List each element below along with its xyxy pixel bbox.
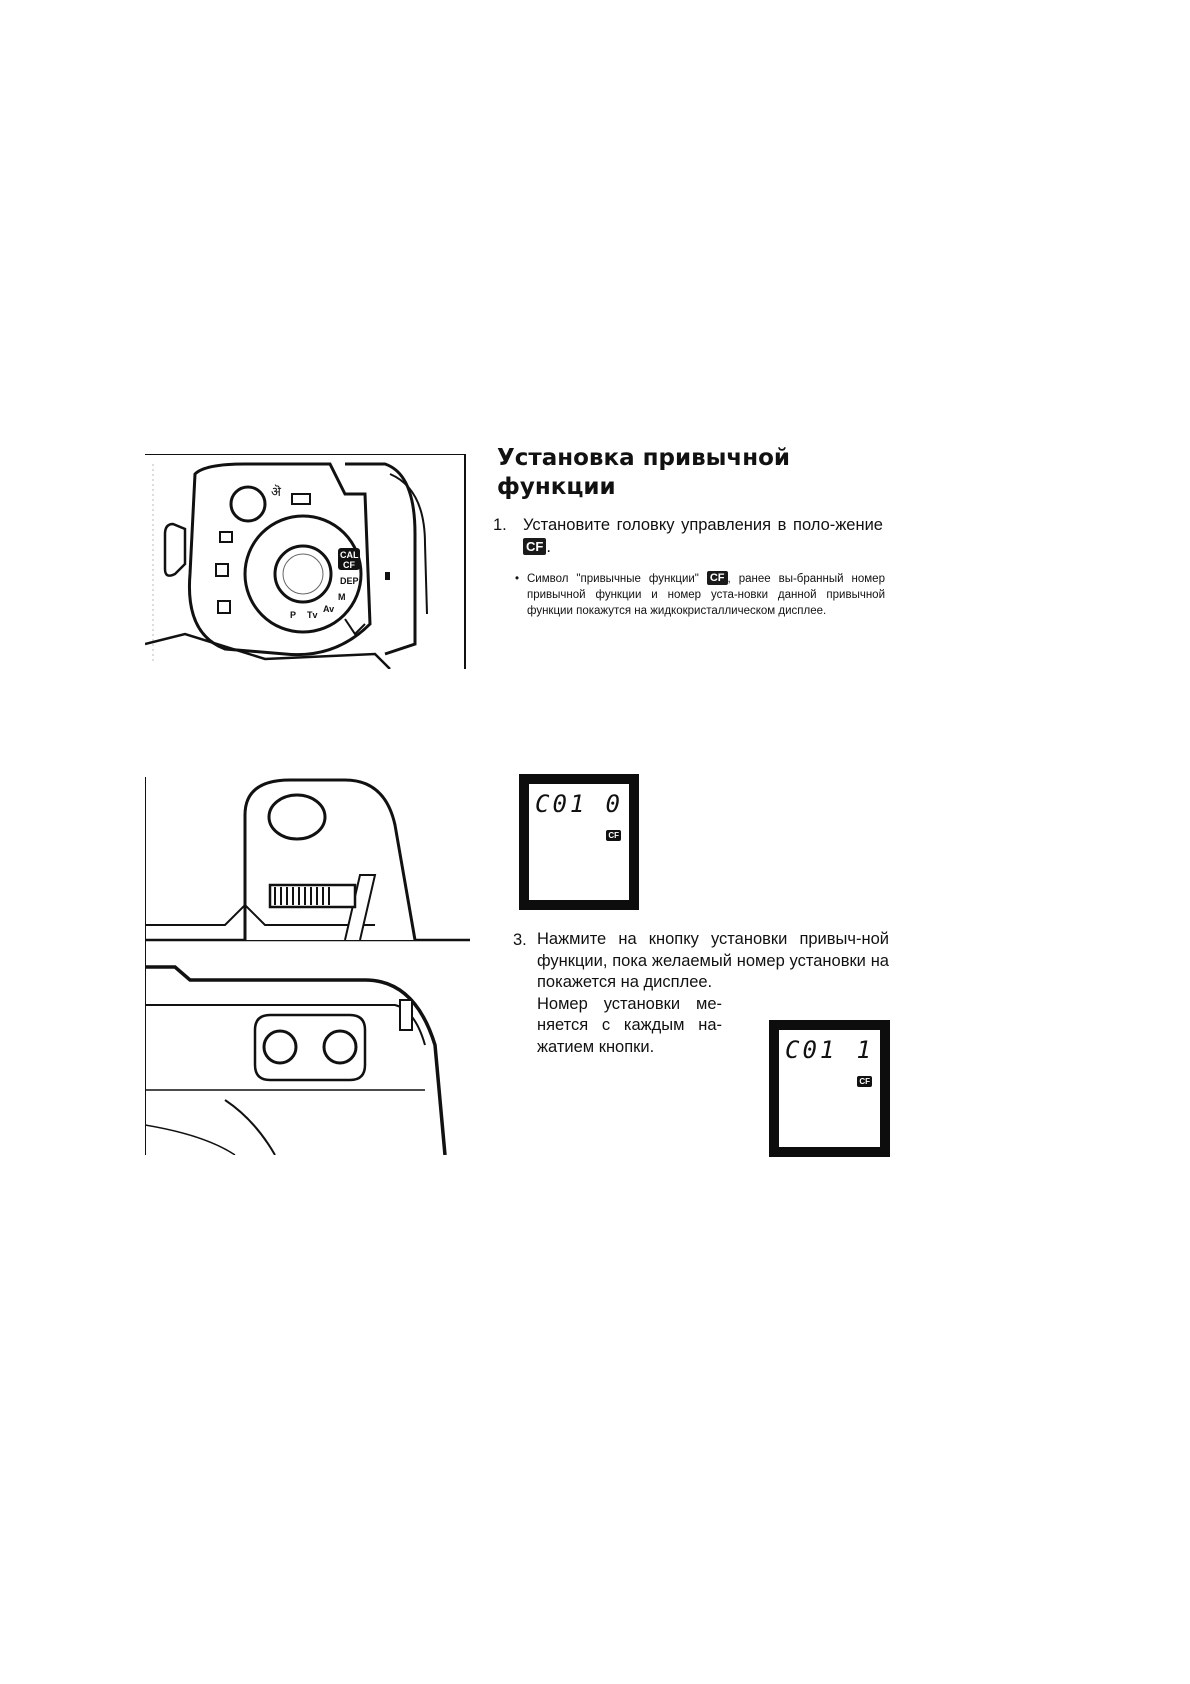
cf-note-symbol: CF xyxy=(707,571,728,585)
note-text xyxy=(527,571,885,619)
note-prefix: Символ "привычные функции" xyxy=(527,573,699,585)
lcd-1-function: C01 xyxy=(535,790,588,818)
dial-label-p: P xyxy=(290,610,297,620)
lcd-2-value: 1 xyxy=(856,1036,874,1064)
step-1-instruction: Установите головку управления в поло-жение xyxy=(523,516,883,534)
lcd-1-cf-badge: CF xyxy=(608,831,619,840)
camera-back-illustration xyxy=(145,775,470,1155)
lcd-display-2 xyxy=(769,1020,890,1157)
step-1-text xyxy=(523,514,883,558)
lcd-1-value: 0 xyxy=(605,790,623,818)
note-rest: , ранее вы-бранный номер привычной функции и номер уста-новки данной привычной функции покажутся на жидкокристаллическом дисплее. xyxy=(527,573,885,617)
section-title-line-2: функции xyxy=(497,474,616,500)
step-3-main: Нажмите на кнопку установки привыч-ной функции, пока желаемый номер установки на покажется на дисплее. xyxy=(537,930,889,991)
note-bullet: • xyxy=(515,573,520,585)
dial-label-tv: Tv xyxy=(307,610,318,620)
section-title xyxy=(497,444,917,502)
camera-mode-dial-illustration xyxy=(145,454,470,669)
step-3-line-6: жатием кнопки. xyxy=(537,1037,655,1056)
lcd-2-cf-badge: CF xyxy=(859,1077,870,1086)
lcd-2-function: C01 xyxy=(785,1036,838,1064)
dial-label-cf: CF xyxy=(343,560,355,570)
step-1-number: 1. xyxy=(493,516,507,534)
step-1-suffix: . xyxy=(546,538,551,556)
dial-label-dep: DEP xyxy=(340,576,359,586)
dial-label-av: Av xyxy=(323,604,335,614)
step-3-line-4: Номер установки ме- xyxy=(537,994,722,1013)
section-title-line-1: Установка привычной xyxy=(497,445,791,471)
dial-label-cal: CAL xyxy=(340,550,359,560)
cf-mode-symbol: CF xyxy=(523,538,546,555)
svg-text:ऄ: ऄ xyxy=(271,485,281,500)
lcd-display-1 xyxy=(519,774,639,910)
dial-label-m: M xyxy=(338,592,346,602)
step-3-number: 3. xyxy=(513,931,527,949)
step-3-line-5: няется с каждым на- xyxy=(537,1016,722,1034)
